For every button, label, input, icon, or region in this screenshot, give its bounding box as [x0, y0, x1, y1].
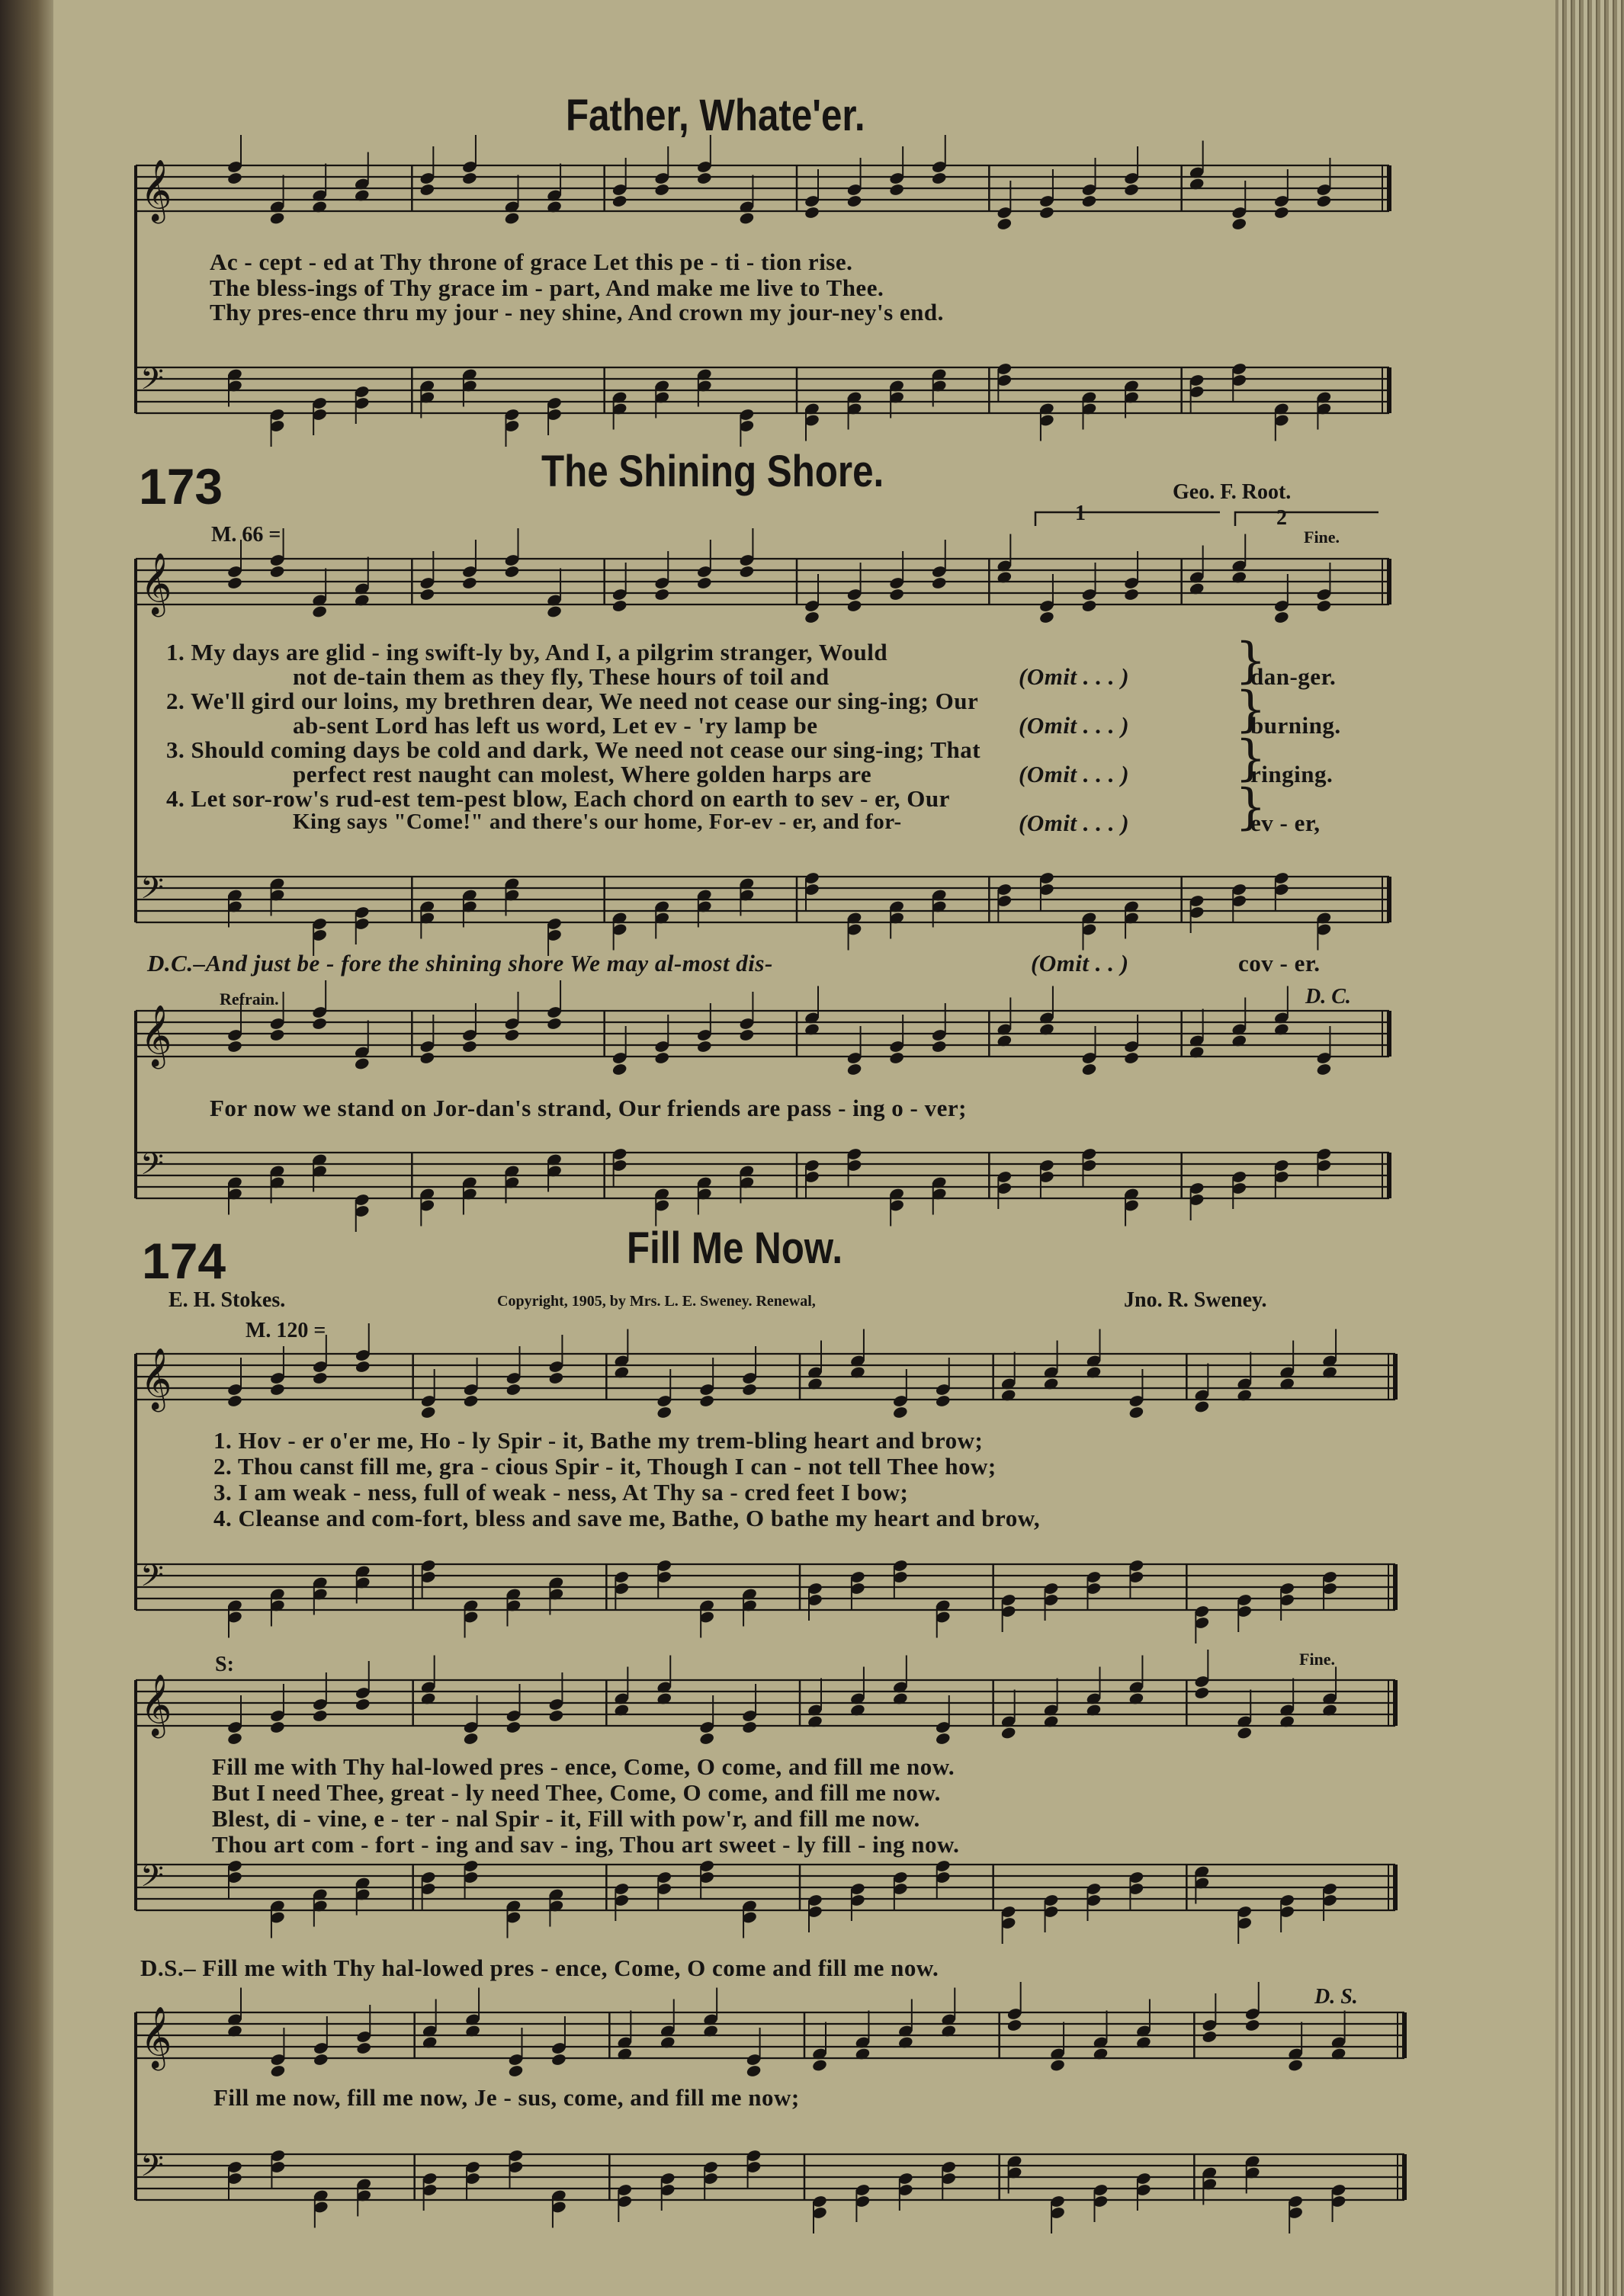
hymn-title: Father, Whate'er.: [566, 91, 865, 140]
svg-text:}: }: [1235, 730, 1266, 787]
svg-text:𝄢: 𝄢: [140, 361, 164, 404]
verse-line: 3. I am weak - ness, full of weak - ness, At Thy sa - cred feet I bow;: [213, 1479, 909, 1506]
verse-line: 4. Cleanse and com-fort, bless and save me, Bathe, O bathe my heart and brow,: [213, 1505, 1041, 1531]
chorus-line: But I need Thee, great - ly need Thee, Come, O come, and fill me now.: [212, 1779, 941, 1806]
svg-text:𝄢: 𝄢: [140, 1558, 164, 1601]
chorus-line: Blest, di - vine, e - ter - nal Spir - it, Fill with pow'r, and fill me now.: [212, 1805, 920, 1832]
composer: Geo. F. Root.: [1173, 480, 1292, 504]
final-line: Fill me now, fill me now, Je - sus, come, and fill me now;: [213, 2084, 800, 2111]
verse-line: 3. Should coming days be cold and dark, We need not cease our sing-ing; That: [166, 736, 981, 763]
omit-mark: (Omit . . ): [1031, 950, 1129, 976]
svg-text:𝄢: 𝄢: [140, 2148, 164, 2191]
svg-text:}: }: [1235, 779, 1266, 835]
svg-text:𝄞: 𝄞: [140, 159, 172, 221]
svg-text:𝄞: 𝄞: [140, 1004, 172, 1066]
author: E. H. Stokes.: [168, 1288, 286, 1312]
svg-text:𝄞: 𝄞: [140, 1347, 172, 1409]
svg-text:𝄢: 𝄢: [140, 871, 164, 913]
verse-line: perfect rest naught can molest, Where golden harps are: [293, 761, 872, 787]
svg-text:}: }: [1235, 681, 1266, 738]
dc-mark: D. C.: [1305, 985, 1351, 1009]
refrain-line: For now we stand on Jor-dan's strand, Our friends are pass - ing o - ver;: [210, 1095, 967, 1121]
omit-mark: (Omit . . . ): [1019, 663, 1130, 690]
second-ending: 2: [1276, 506, 1287, 530]
verse-line: 2. We'll gird our loins, my brethren dear, We need not cease our sing-ing; Our: [166, 688, 979, 714]
verse-line: King says "Come!" and there's our home, For-ev - er, and for-: [293, 810, 902, 834]
omit-mark: (Omit . . . ): [1019, 761, 1130, 787]
omit-mark: (Omit . . . ): [1019, 712, 1130, 739]
tempo-mark: M. 120 =: [246, 1319, 326, 1342]
verse-line: 4. Let sor-row's rud-est tem-pest blow, Each chord on earth to sev - er, Our: [166, 785, 950, 812]
hymn-number: 174: [142, 1233, 226, 1289]
hymn-number: 173: [139, 458, 223, 515]
first-ending: 1: [1075, 502, 1086, 525]
verse-end: burning.: [1250, 712, 1341, 739]
dc-end: cov - er.: [1238, 950, 1321, 976]
ds-line: D.S.– Fill me with Thy hal-lowed pres - ence, Come, O come and fill me now.: [140, 1954, 939, 1981]
omit-mark: (Omit . . . ): [1019, 810, 1130, 836]
svg-text:𝄢: 𝄢: [140, 1858, 164, 1901]
hymn-title: Fill Me Now.: [627, 1223, 843, 1273]
lyric-line: Ac - cept - ed at Thy throne of grace Let this pe - ti - tion rise.: [210, 249, 853, 275]
svg-text:𝄞: 𝄞: [140, 1673, 172, 1736]
verse-line: 1. Hov - er o'er me, Ho - ly Spir - it, Bathe my trem-bling heart and brow;: [213, 1427, 984, 1454]
svg-text:𝄞: 𝄞: [140, 552, 172, 614]
lyric-line: Thy pres-ence thru my jour - ney shine, And crown my jour-ney's end.: [210, 299, 944, 325]
fine-mark: Fine.: [1304, 528, 1340, 547]
fine-mark: Fine.: [1299, 1650, 1336, 1669]
svg-text:𝄢: 𝄢: [140, 1146, 164, 1189]
lyric-line: The bless-ings of Thy grace im - part, And make me live to Thee.: [210, 274, 884, 301]
ds-mark: D. S.: [1314, 1985, 1358, 2009]
verse-end: ev - er,: [1250, 810, 1321, 836]
chorus-line: Fill me with Thy hal-lowed pres - ence, Come, O come, and fill me now.: [212, 1753, 955, 1780]
verse-end: ringing.: [1250, 761, 1334, 787]
tempo-mark: M. 66 =: [211, 523, 281, 547]
verse-line: 1. My days are glid - ing swift-ly by, And I, a pilgrim stranger, Would: [166, 639, 888, 665]
svg-text:}: }: [1235, 633, 1266, 689]
composer: Jno. R. Sweney.: [1124, 1288, 1267, 1312]
verse-end: dan-ger.: [1250, 663, 1337, 690]
verse-line: ab-sent Lord has left us word, Let ev - 'ry lamp be: [293, 712, 818, 739]
verse-line: 2. Thou canst fill me, gra - cious Spir - it, Though I can - not tell Thee how;: [213, 1453, 997, 1480]
hymn-title: The Shining Shore.: [541, 447, 884, 496]
verse-line: not de-tain them as they fly, These hours of toil and: [293, 663, 830, 690]
segno-mark: S:: [215, 1653, 234, 1676]
refrain-label: Refrain.: [220, 989, 279, 1009]
chorus-line: Thou art com - fort - ing and sav - ing, Thou art sweet - ly fill - ing now.: [212, 1831, 960, 1858]
svg-text:𝄞: 𝄞: [140, 2006, 172, 2068]
copyright: Copyright, 1905, by Mrs. L. E. Sweney. Renewal,: [497, 1293, 816, 1310]
dc-line: D.C.–And just be - fore the shining shore We may al-most dis-: [147, 950, 773, 976]
